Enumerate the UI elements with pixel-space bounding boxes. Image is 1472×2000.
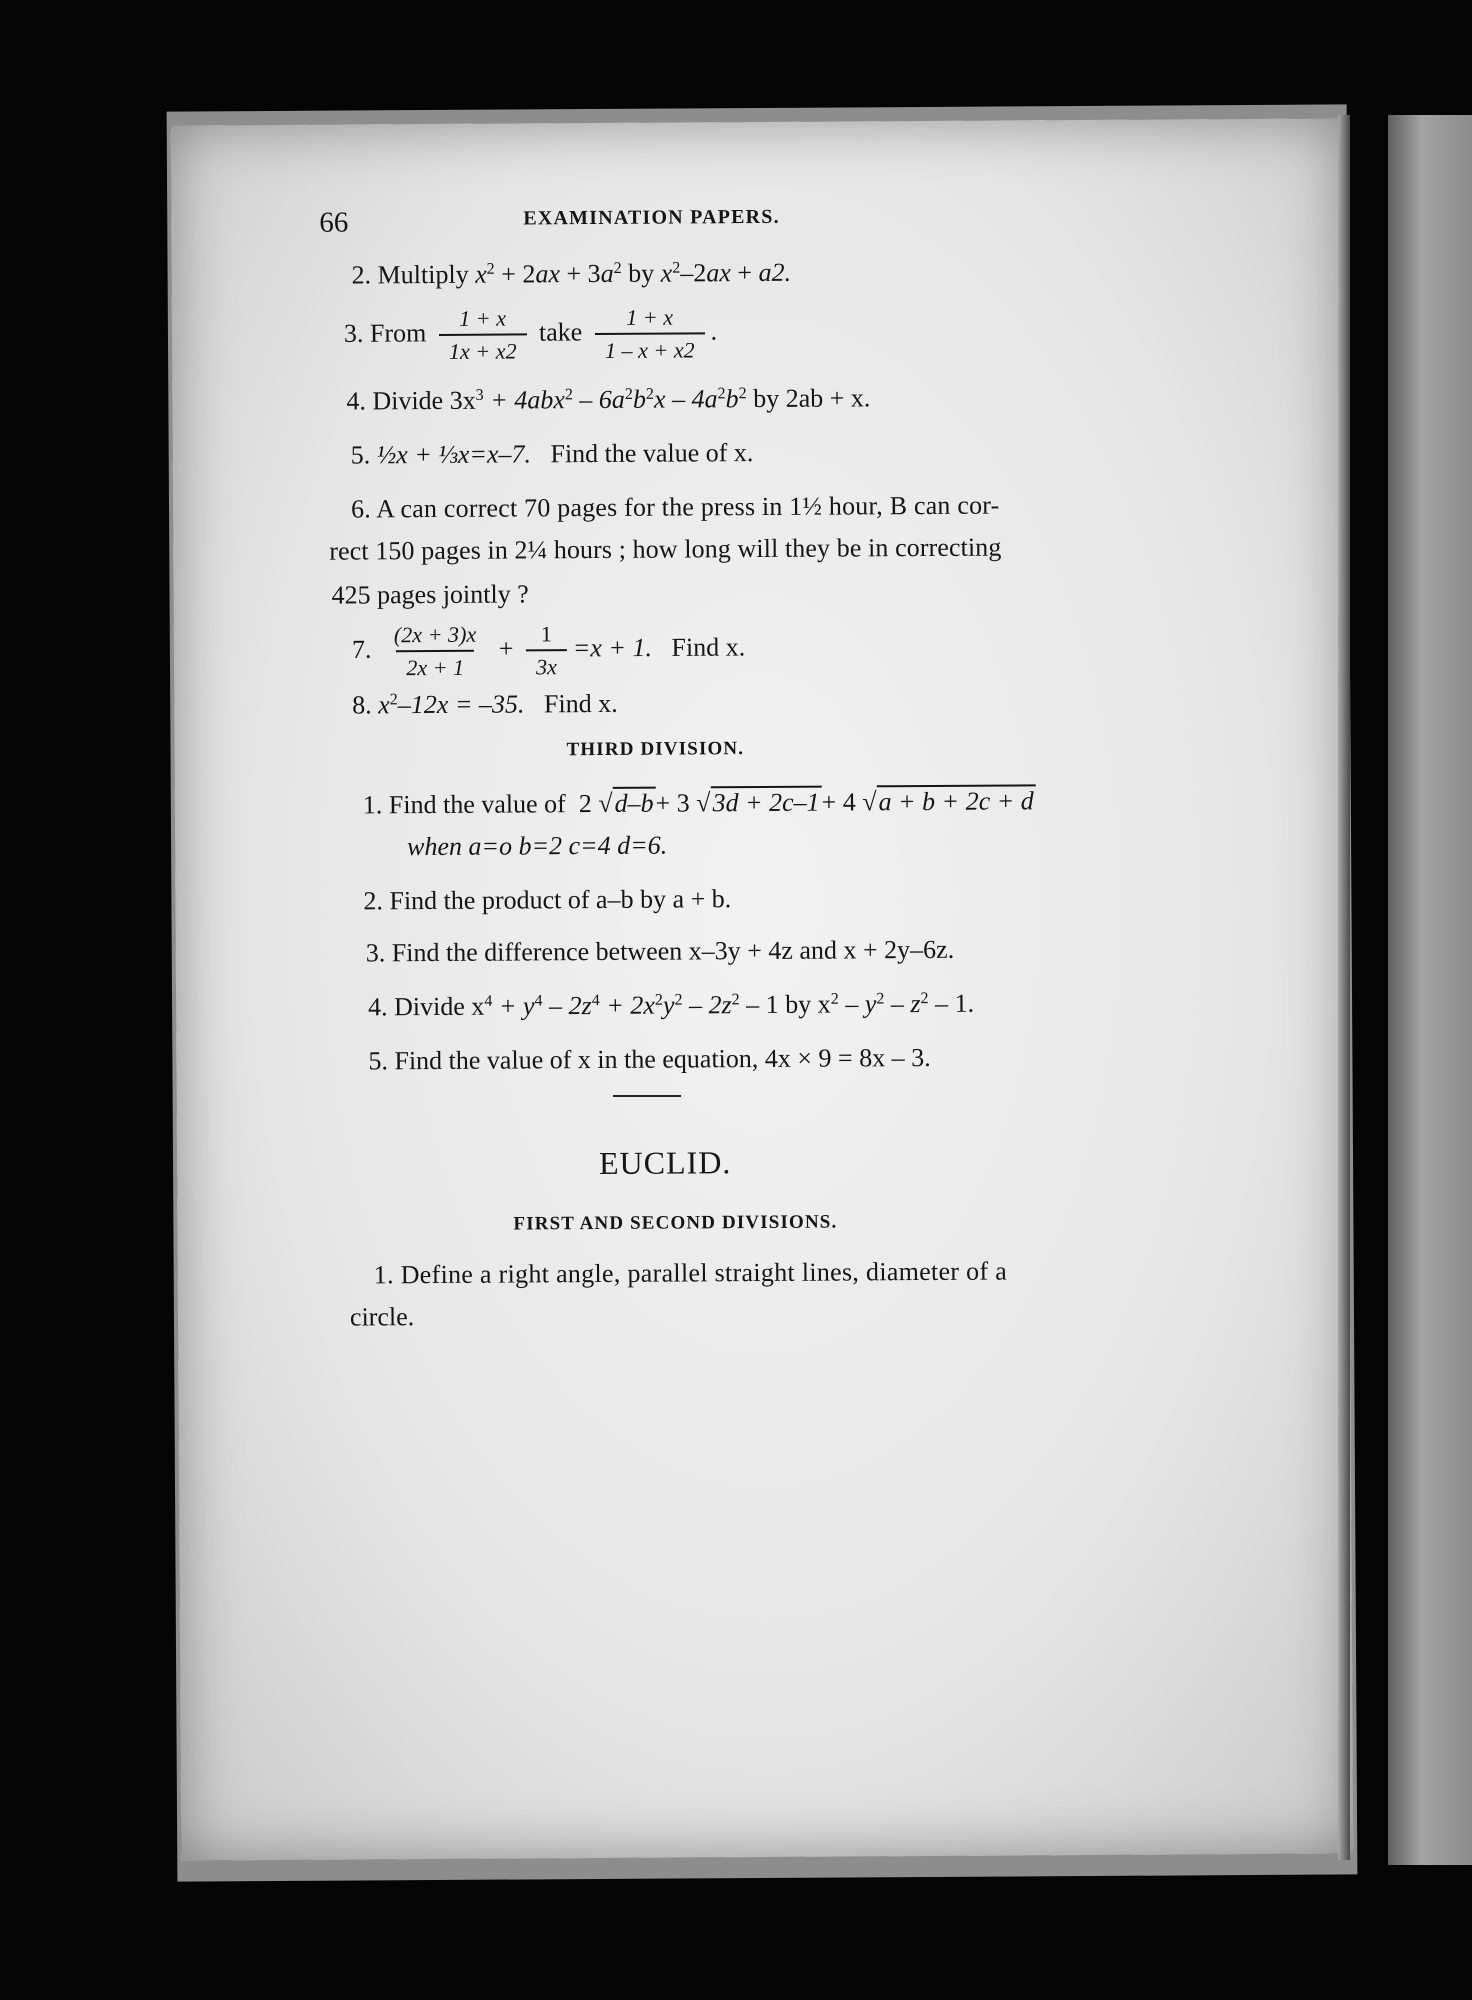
third-division-heading: THIRD DIVISION.	[566, 738, 745, 761]
third-q1-line-1: 1. Find the value of 2 √d–b+ 3 √3d + 2c–1+ 4 √a + b + 2c + d	[363, 786, 1036, 820]
euclid-q1-line-1: 1. Define a right angle, parallel straight lines, diameter of a	[373, 1256, 1008, 1290]
running-head: EXAMINATION PAPERS.	[523, 205, 780, 230]
question-6-line-1: 6. A can correct 70 pages for the press in 1½ hour, B can cor-	[350, 490, 1000, 524]
euclid-title: EUCLID.	[598, 1144, 732, 1181]
third-q5: 5. Find the value of x in the equation, 4x × 9 = 8x – 3.	[368, 1042, 931, 1076]
radical-three: √a + b + 2c + d	[862, 786, 1036, 817]
third-q4: 4. Divide $x^4 + y^4 - 2z^4 + 2x^2y^2 - 2z^2 - 1$ by $x^2 - y^2 - z^2 - 1$.	[368, 988, 975, 1022]
third-q1-line-2: when a=o b=2 c=4 d=6.	[407, 830, 668, 862]
page-fore-edge	[1338, 115, 1350, 1860]
euclid-divisions-heading: FIRST AND SECOND DIVISIONS.	[513, 1211, 838, 1235]
section-divider-rule	[613, 1095, 681, 1097]
question-2-multiply: 2. Multiply $x^2 + 2ax + 3a^2$ by $x^2-2ax + a2$.	[351, 257, 792, 290]
question-8-equation: 8. $x^2-12x = -35$. Find x.	[352, 688, 618, 720]
question-3-from-take: 3. From $\frac{1 + x}{1x + x2}$ take $\frac{1 + x}{1 - x + x2}$ .	[343, 304, 718, 365]
question-5-equation: 5. ½x + ⅓x=x–7. Find the value of x.	[350, 438, 754, 470]
fraction-one: $\frac{1 + x}{1x + x2}$	[439, 305, 527, 364]
fraction-right: $\frac{1}{3x}$	[526, 621, 567, 680]
question-4-divide: 4. Divide $3x^3 + 4abx^2 - 6a^2b^2x - 4a^2b^2$ by 2ab + x.	[346, 383, 871, 416]
third-q3: 3. Find the difference between x–3y + 4z and x + 2y–6z.	[365, 934, 955, 968]
fraction-two: $\frac{1 + x}{1 - x + x2}$	[595, 304, 705, 363]
book-page	[171, 118, 1354, 1860]
page-number: 66	[319, 206, 349, 239]
fraction-left: $\frac{(2x + 3)x}{2x + 1}$	[393, 621, 477, 681]
question-7-equation: 7. $\frac{(2x + 3)x}{2x + 1}$ + $\frac{1}{3x}$ =x + 1. Find x.	[351, 621, 746, 681]
radical-two: √3d + 2c–1	[696, 788, 822, 819]
third-q2: 2. Find the product of a–b by a + b.	[363, 884, 732, 916]
question-6-line-3: 425 pages jointly ?	[331, 579, 529, 610]
adjacent-page-edge	[1388, 115, 1472, 1865]
radical-one: √d–b	[598, 789, 655, 819]
question-6-line-2: rect 150 pages in 2¼ hours ; how long will they be in correcting	[329, 532, 1002, 566]
euclid-q1-line-2: circle.	[349, 1302, 415, 1332]
